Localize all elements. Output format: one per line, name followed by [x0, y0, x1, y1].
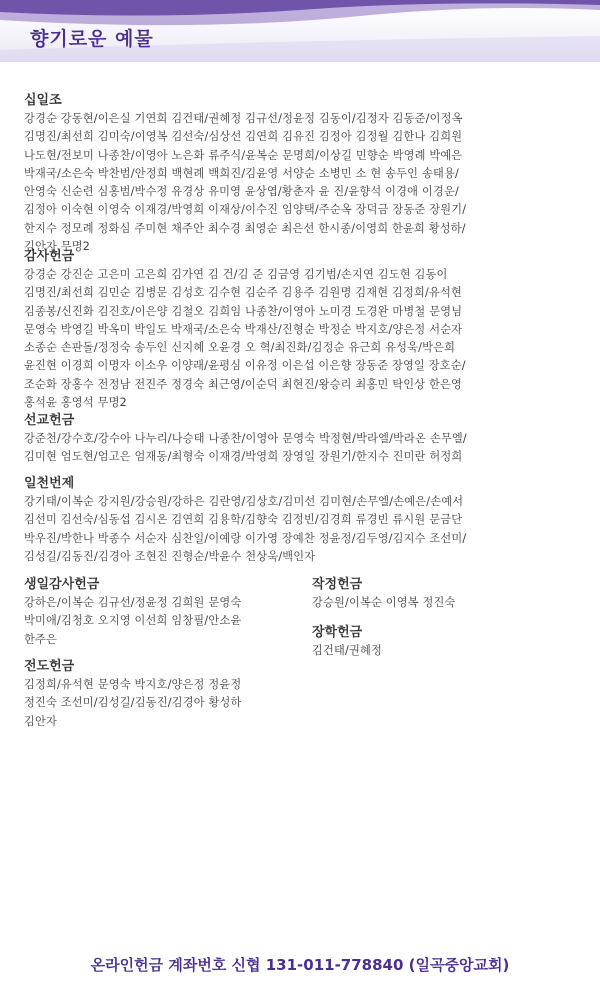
section-title: 감사헌금	[24, 249, 75, 264]
section-thanks	[24, 248, 466, 412]
donor-line: 강기태/이복순 강지원/강승원/강하은 김란영/김상호/김미선 김미현/손무엘/손예은/손예서	[24, 495, 464, 508]
donor-line: 김명진/최선희 김미숙/이영복 김선숙/심상선 김연희 김유진 김정아 김정월 김한나 김희원	[24, 130, 463, 144]
donor-line: 한주은	[24, 632, 58, 646]
donor-line: 김미현 엄도현/엄고은 엄재동/최형숙 이재경/박영희 장영일 장원기/한지수 진미란 허정희	[24, 450, 463, 464]
donor-line: 강경순 강진순 고은미 고은희 김가연 김 건/김 준 김금영 김기범/손지연 김도현 김동이	[24, 268, 448, 281]
page-title: 향기로운 예물	[30, 28, 154, 50]
section-birthday	[24, 576, 241, 649]
donor-line: 박우진/박한나 박종수 서순자 심찬일/이예랑 이가영 장예찬 정윤정/김두영/김지수 조선미/	[24, 531, 467, 545]
section-title: 십일조	[24, 93, 62, 108]
donor-line: 박미애/김청호 오지영 이선희 임창필/안소윤	[24, 614, 242, 628]
section-title: 일천번제	[24, 476, 75, 491]
donor-line: 안영숙 신순련 심홍범/박수정 유경상 유미영 윤상엽/황춘자 윤 진/윤향석 이경애 이경운/	[24, 185, 459, 199]
donor-line: 김안자 무명2	[24, 240, 91, 254]
donor-line: 김종봉/신진화 김진호/이은양 김철오 김희임 나종찬/이영아 노미경 도경완 마병철 문영님	[24, 304, 463, 318]
section-church-planting	[312, 576, 456, 612]
donor-line: 박재국/소은숙 박찬범/안정희 백현례 백희진/김윤영 서양순 소병민 소 현 송두인 송태용/	[24, 166, 459, 180]
donor-line: 김건태/권혜정	[312, 644, 383, 657]
section-tithe	[24, 92, 466, 256]
donor-line: 한지수 정모례 정화심 주미현 채주안 최수경 최영순 최은선 한시종/이영희 한윤희 황성하/	[24, 221, 466, 235]
section-title: 전도헌금	[24, 659, 75, 674]
section-scholarship	[312, 624, 382, 660]
donor-line: 정진숙 조선미/김성길/김동진/김경아 황성하	[24, 696, 242, 710]
donor-line: 문영숙 박영길 박옥미 박일도 박재국/소은숙 박재산/진형순 박정순 박지호/양은정 서순자	[24, 322, 463, 336]
donor-line: 강준천/강수호/강수아 나누리/나승태 나종찬/이영아 문영숙 박정현/박라엘/박라온 손무엘/	[24, 432, 467, 445]
donor-line: 김선미 김선숙/심동섭 김시온 김연희 김용학/김향숙 김정빈/김경희 류경빈 류시원 문금단	[24, 513, 463, 527]
donor-line: 김정희/유석현 문영숙 박지호/양은정 정윤정	[24, 678, 242, 691]
donor-line: 강승원/이복순 이영복 정진숙	[312, 596, 456, 609]
donor-line: 김안자	[24, 714, 58, 728]
section-evangelism	[24, 658, 242, 731]
section-mission	[24, 412, 467, 467]
donor-line: 김정아 이숙현 이영숙 이재경/박영희 이재상/이수진 임양택/주순옥 장덕금 장동준 장원기/	[24, 203, 467, 217]
online-offering-account: 온라인헌금 계좌번호 신협 131-011-778840 (일곡중앙교회)	[90, 956, 510, 974]
donor-line: 조순화 장홍수 전정남 전진주 정경숙 최근영/이순덕 최현진/왕승리 최홍민 탁인상 한은영	[24, 377, 463, 391]
donor-line: 나도현/전보미 나종찬/이영아 노은화 류주식/윤복순 문명희/이상길 민향순 박영례 박예은	[24, 148, 463, 162]
donor-line: 김성길/김동진/김경아 조현진 진형순/박윤수 천상욱/백인자	[24, 549, 316, 563]
donor-line: 윤진현 이경희 이명자 이소우 이양래/윤평심 이유정 이은섭 이은향 장동준 장영일 장호순/	[24, 359, 466, 373]
section-title: 생일감사헌금	[24, 577, 100, 592]
donor-line: 강경순 강동현/이은실 기연희 김건태/권혜정 김규선/정윤정 김동이/김정자 김동준/이정옥	[24, 112, 463, 125]
donor-line: 홍석윤 홍영석 무명2	[24, 396, 127, 410]
section-title: 장학헌금	[312, 625, 363, 640]
section-ilcheon	[24, 475, 466, 566]
section-title: 선교헌금	[24, 413, 75, 428]
donor-line: 김명진/최선희 김민순 김병문 김성호 김수현 김순주 김용주 김원명 김재현 김정희/유석현	[24, 286, 463, 300]
donor-line: 소종순 손판돌/정정숙 송두인 신지혜 오윤경 오 혁/최진화/김정순 유근희 유성욱/박은희	[24, 341, 456, 355]
donor-line: 강하은/이복순 김규선/정윤정 김희원 문영숙	[24, 596, 242, 609]
section-title: 작정헌금	[312, 577, 363, 592]
